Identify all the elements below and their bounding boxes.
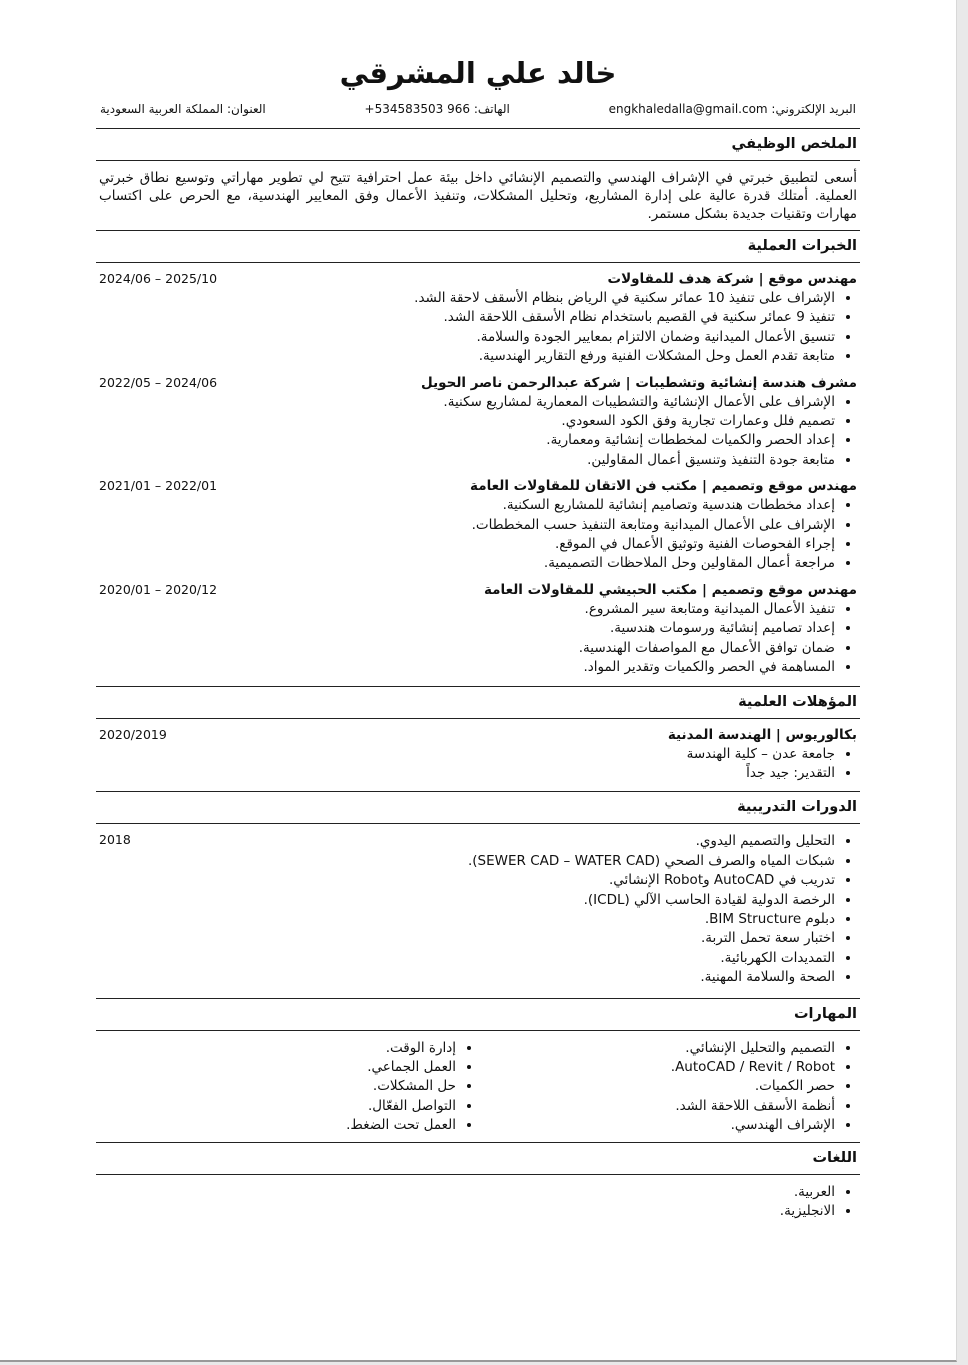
list-item: • التمديدات الكهربائية. <box>131 949 835 968</box>
languages-title: اللغات <box>812 1149 857 1166</box>
list-item: • الانجليزية. <box>99 1202 835 1221</box>
degree-title: بكالوريوس | الهندسة المدنية <box>667 726 857 743</box>
courses-date: 2018 <box>99 832 131 848</box>
technical-skills <box>478 1039 857 1136</box>
list-item: • التقدير: جيد جداً <box>99 764 835 783</box>
list-item: • التصميم والتحليل الإنشائي. <box>478 1039 835 1058</box>
list-item: • إعداد تصاميم إنشائية ورسومات هندسية. <box>99 619 835 638</box>
list-item: • المساهمة في الحصر والكميات وتقدير المواد. <box>99 658 835 677</box>
job-entry <box>96 263 860 367</box>
list-item: • الرخصة الدولية لقيادة الحاسب الآلي (ICDL). <box>131 891 835 910</box>
list-item: • العربية. <box>99 1183 835 1202</box>
courses-title: الدورات التدريبية <box>737 799 857 816</box>
list-item: • التحليل والتصميم اليدوي. <box>131 832 835 851</box>
list-item: • حل المشكلات. <box>99 1077 456 1096</box>
summary-text: أسعى لتطبيق خبرتي في الإشراف الهندسي والتصميم الإنشائي داخل بيئة عمل احترافية تتيح لي تطوير مهاراتي وتوسيع نطاق خبرتي العملية. أمتلك قدرة عالية على إدارة المشاريع، وتحليل المشكلات، وتنفيذ الأعمال وفق المعايير الهندسية، مع الحرص على اكتساب مهارات وتقنيات جديدة بشكل مستمر. <box>99 170 857 222</box>
list-item: • العمل تحت الضغط. <box>99 1116 456 1135</box>
list-item: • الإشراف الهندسي. <box>478 1116 835 1135</box>
languages-list <box>99 1183 857 1222</box>
list-item: • الإشراف على الأعمال الإنشائية والتشطيبات المعمارية لمشاريع سكنية. <box>99 393 835 412</box>
list-item: • العمل الجماعي. <box>99 1058 456 1077</box>
list-item: • الإشراف على الأعمال الميدانية ومتابعة التنفيذ حسب المخططات. <box>99 516 835 535</box>
list-item: • التواصل الفعّال. <box>99 1097 456 1116</box>
list-item: • تنسيق الأعمال الميدانية وضمان الالتزام بمعايير الجودة والسلامة. <box>99 328 835 347</box>
list-item: • دبلوم BIM Structure. <box>131 910 835 929</box>
job-title: مهندس موقع وتصميم | مكتب فن الاتقان للمقاولات العامة <box>470 478 857 495</box>
job-duties <box>99 393 857 471</box>
experience-title: الخبرات العملية <box>747 238 857 254</box>
education-details <box>99 745 857 784</box>
phone: الهاتف: 966 534583503+ <box>364 102 510 116</box>
list-item: • ضمان توافق الأعمال مع المواصفات الهندسية. <box>99 639 835 658</box>
list-item: • إجراء الفحوصات الفنية وتوثيق الأعمال في الموقع. <box>99 535 835 554</box>
list-item: • حصر الكميات. <box>478 1077 835 1096</box>
list-item: • الصحة والسلامة المهنية. <box>131 968 835 987</box>
list-item: • اختبار سعة تحمل التربة. <box>131 929 835 948</box>
list-item: • AutoCAD / Revit / Robot. <box>478 1058 835 1077</box>
job-date: 2020/01 – 2020/12 <box>99 581 218 597</box>
job-duties <box>99 600 857 678</box>
job-date: 2021/01 – 2022/01 <box>99 478 218 494</box>
job-entry <box>96 574 860 686</box>
contact-line <box>96 102 860 116</box>
list-item: • إعداد الحصر والكميات لمخططات إنشائية ومعمارية. <box>99 431 835 450</box>
resume-content <box>96 56 860 1225</box>
list-item: • تصميم فلل وعمارات تجارية وفق الكود السعودي. <box>99 412 835 431</box>
job-title: مشرف هندسة إنشائية وتشطيبات | شركة عبدالرحمن ناصر الحويل <box>421 374 857 391</box>
courses-entry <box>96 824 860 997</box>
list-item: • أنظمة الأسقف اللاحقة الشد. <box>478 1097 835 1116</box>
list-item: • تدريب في AutoCAD وRobot الإنشائي. <box>131 871 835 890</box>
list-item: • متابعة جودة التنفيذ وتنسيق أعمال المقاولين. <box>99 451 835 470</box>
job-duties <box>99 289 857 367</box>
candidate-name: خالد علي المشرقي <box>339 56 617 90</box>
education-entry <box>96 719 860 792</box>
job-title: مهندس موقع | شركة هدف للمقاولات <box>607 271 857 287</box>
soft-skills <box>99 1039 478 1136</box>
address: العنوان: المملكة العربية السعودية <box>100 102 266 116</box>
job-entry <box>96 367 860 471</box>
job-duties <box>99 496 857 574</box>
list-item: • شبكات المياه والصرف الصحي (SEWER CAD – WATER CAD). <box>131 852 835 871</box>
list-item: • جامعة عدن – كلية الهندسة <box>99 745 835 764</box>
education-title: المؤهلات العلمية <box>738 693 857 710</box>
list-item: • إدارة الوقت. <box>99 1039 456 1058</box>
languages-entry <box>96 1175 860 1226</box>
email: البريد الإلكتروني: engkhaledalla@gmail.com <box>608 102 856 116</box>
list-item: • إعداد مخططات هندسية وتصاميم إنشائية للمشاريع السكنية. <box>99 496 835 515</box>
job-entry <box>96 470 860 574</box>
list-item: • متابعة تقدم العمل وحل المشكلات الفنية ورفع التقارير الهندسية. <box>99 347 835 366</box>
skills-columns <box>96 1031 860 1142</box>
skills-title: المهارات <box>793 1005 857 1022</box>
list-item: • تنفيذ الأعمال الميدانية ومتابعة سير المشروع. <box>99 600 835 619</box>
courses-list <box>131 832 857 987</box>
job-date: 2024/06 – 2025/10 <box>99 271 218 286</box>
job-title: مهندس موقع وتصميم | مكتب الحبيشي للمقاولات العامة <box>483 581 857 598</box>
summary-title: الملخص الوظيفي <box>731 136 857 152</box>
list-item: • الإشراف على تنفيذ 10 عمائر سكنية في الرياض بنظام الأسقف لاحقة الشد. <box>99 289 835 308</box>
list-item: • تنفيذ 9 عمائر سكنية في القصيم باستخدام نظام الأسقف اللاحقة الشد. <box>99 308 835 327</box>
degree-date: 2020/2019 <box>99 726 167 742</box>
job-date: 2022/05 – 2024/06 <box>99 374 218 390</box>
list-item: • مراجعة أعمال المقاولين وحل الملاحظات التصميمية. <box>99 554 835 573</box>
